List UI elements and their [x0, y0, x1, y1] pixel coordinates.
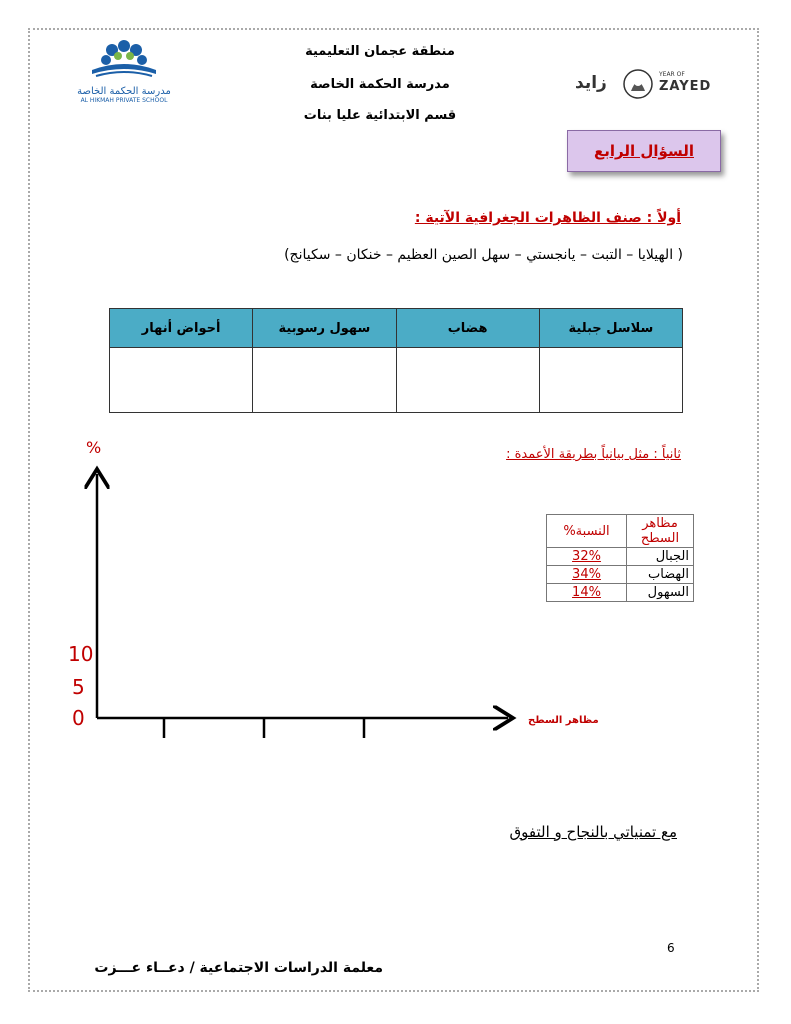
school-logo-english: AL HIKMAH PRIVATE SCHOOL: [80, 97, 168, 104]
zayed-arabic: زايد: [575, 73, 607, 93]
classification-header-row: [110, 309, 683, 348]
y-axis-label: %: [86, 438, 102, 457]
x-axis-label: مظاهر السطح: [528, 715, 599, 726]
row-value: 14%: [547, 584, 627, 602]
data-table-header-feature: مظاهر السطح: [627, 515, 694, 548]
row-value: 32%: [547, 548, 627, 566]
table-row: [547, 566, 694, 584]
column-river-basins: أحواض أنهار: [110, 309, 253, 348]
answer-cell[interactable]: [396, 348, 539, 413]
school-logo: [74, 40, 174, 102]
data-table: [546, 514, 694, 602]
data-table-header-percent: النسبة%: [547, 515, 627, 548]
row-name: الجبال: [627, 548, 694, 566]
table-row: [547, 548, 694, 566]
y-tick-5: 5: [72, 675, 85, 699]
column-plateaus: هضاب: [396, 309, 539, 348]
zayed-word: ZAYED: [659, 79, 712, 94]
answer-cell[interactable]: [539, 348, 682, 413]
column-alluvial-plains: سهول رسوبية: [253, 309, 396, 348]
part1-terms: ( الهيلايا – التبت – يانجستي – سهل الصين العظيم – خنكان – سكيانج): [284, 247, 683, 263]
zayed-portrait-icon: [623, 69, 653, 99]
teacher-footer: معلمة الدراسات الاجتماعية / دعــاء عـــزت: [94, 960, 383, 976]
zayed-year-of: YEAR OF: [659, 71, 685, 78]
row-name: السهول: [627, 584, 694, 602]
page-number: 6: [667, 941, 675, 955]
answer-cell[interactable]: [253, 348, 396, 413]
data-table-header: [547, 515, 694, 548]
question-title: السؤال الرابع: [567, 130, 721, 172]
header-line-3: قسم الابتدائية عليا بنات: [303, 108, 457, 123]
classification-answer-row: [110, 348, 683, 413]
column-mountain-ranges: سلاسل جبلية: [539, 309, 682, 348]
table-row: [547, 584, 694, 602]
part2-title: ثانياً : مثل بيانياً بطريقة الأعمدة :: [506, 447, 681, 462]
school-logo-arabic: مدرسة الحكمة الخاصة: [77, 86, 171, 97]
school-logo-icon: [74, 40, 174, 82]
zayed-logo: [575, 65, 715, 105]
row-value: 34%: [547, 566, 627, 584]
part1-title: أولاً : صنف الظاهرات الجغرافية الآتية :: [414, 210, 681, 226]
row-name: الهضاب: [627, 566, 694, 584]
closing-text: مع تمنياتي بالنجاح و التفوق: [509, 823, 677, 841]
chart-axes: [60, 460, 520, 750]
y-tick-0: 0: [72, 706, 85, 730]
answer-cell[interactable]: [110, 348, 253, 413]
y-tick-10: 10: [68, 642, 94, 666]
classification-table: [109, 308, 683, 413]
header-line-1: منطقة عجمان التعليمية: [305, 44, 455, 59]
header-line-2: مدرسة الحكمة الخاصة: [310, 77, 450, 92]
